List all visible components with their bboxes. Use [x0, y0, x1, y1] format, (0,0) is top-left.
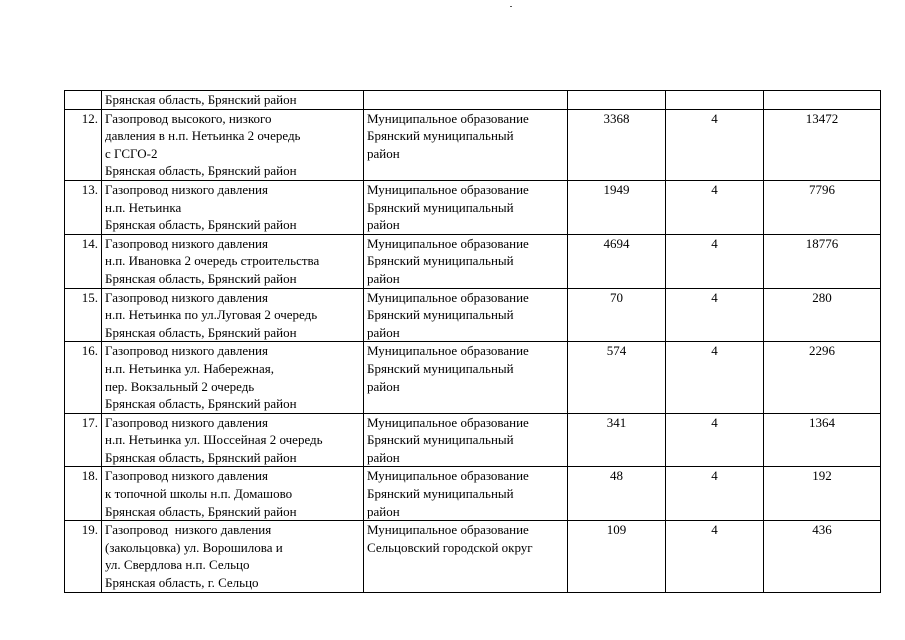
- table-row: [65, 467, 881, 521]
- table-row: [65, 234, 881, 288]
- total-value: 2296: [764, 342, 881, 413]
- total-value: 192: [764, 467, 881, 521]
- total-value: 436: [764, 521, 881, 592]
- rate-value: 4: [666, 288, 764, 342]
- row-number: 16.: [65, 342, 102, 413]
- scan-speck: [510, 6, 512, 7]
- object-name: Газопровод низкого давления (закольцовка) ул. Ворошилова и ул. Свердлова н.п. Сельцо Брянская область, г. Сельцо: [102, 521, 364, 592]
- length-value: 48: [568, 467, 666, 521]
- rate-value: 4: [666, 413, 764, 467]
- rate-value: 4: [666, 180, 764, 234]
- owner-name: Муниципальное образование Брянский муниципальный район: [364, 288, 568, 342]
- length-value: 574: [568, 342, 666, 413]
- length-value: 341: [568, 413, 666, 467]
- length-value: [568, 91, 666, 110]
- rate-value: 4: [666, 109, 764, 180]
- object-name: Газопровод низкого давления к топочной школы н.п. Домашово Брянская область, Брянский район: [102, 467, 364, 521]
- owner-name: Муниципальное образование Брянский муниципальный район: [364, 342, 568, 413]
- object-name: Газопровод низкого давления н.п. Нетьинка ул. Шоссейная 2 очередь Брянская область, Брянский район: [102, 413, 364, 467]
- length-value: 1949: [568, 180, 666, 234]
- rate-value: 4: [666, 234, 764, 288]
- rate-value: 4: [666, 467, 764, 521]
- length-value: 109: [568, 521, 666, 592]
- row-number: 19.: [65, 521, 102, 592]
- gas-pipeline-table: [64, 90, 881, 593]
- length-value: 4694: [568, 234, 666, 288]
- total-value: [764, 91, 881, 110]
- owner-name: Муниципальное образование Брянский муниципальный район: [364, 180, 568, 234]
- object-name: Газопровод низкого давления н.п. Нетьинка ул. Набережная, пер. Вокзальный 2 очередь Брянская область, Брянский район: [102, 342, 364, 413]
- row-number: [65, 91, 102, 110]
- total-value: 13472: [764, 109, 881, 180]
- object-name: Газопровод низкого давления н.п. Ивановка 2 очередь строительства Брянская область, Брянский район: [102, 234, 364, 288]
- table-row: [65, 180, 881, 234]
- table-row: [65, 413, 881, 467]
- total-value: 18776: [764, 234, 881, 288]
- total-value: 280: [764, 288, 881, 342]
- rate-value: [666, 91, 764, 110]
- owner-name: [364, 91, 568, 110]
- table-row: [65, 91, 881, 110]
- length-value: 70: [568, 288, 666, 342]
- table-row: [65, 109, 881, 180]
- object-name: Газопровод низкого давления н.п. Нетьинка Брянская область, Брянский район: [102, 180, 364, 234]
- row-number: 15.: [65, 288, 102, 342]
- rate-value: 4: [666, 342, 764, 413]
- owner-name: Муниципальное образование Сельцовский городской округ: [364, 521, 568, 592]
- total-value: 1364: [764, 413, 881, 467]
- owner-name: Муниципальное образование Брянский муниципальный район: [364, 413, 568, 467]
- owner-name: Муниципальное образование Брянский муниципальный район: [364, 234, 568, 288]
- rate-value: 4: [666, 521, 764, 592]
- object-name: Брянская область, Брянский район: [102, 91, 364, 110]
- owner-name: Муниципальное образование Брянский муниципальный район: [364, 109, 568, 180]
- row-number: 14.: [65, 234, 102, 288]
- table-row: [65, 342, 881, 413]
- row-number: 18.: [65, 467, 102, 521]
- total-value: 7796: [764, 180, 881, 234]
- object-name: Газопровод низкого давления н.п. Нетьинка по ул.Луговая 2 очередь Брянская область, Брянский район: [102, 288, 364, 342]
- row-number: 12.: [65, 109, 102, 180]
- owner-name: Муниципальное образование Брянский муниципальный район: [364, 467, 568, 521]
- length-value: 3368: [568, 109, 666, 180]
- table-row: [65, 521, 881, 592]
- table-row: [65, 288, 881, 342]
- object-name: Газопровод высокого, низкого давления в н.п. Нетьинка 2 очередь с ГСГО-2 Брянская область, Брянский район: [102, 109, 364, 180]
- row-number: 13.: [65, 180, 102, 234]
- row-number: 17.: [65, 413, 102, 467]
